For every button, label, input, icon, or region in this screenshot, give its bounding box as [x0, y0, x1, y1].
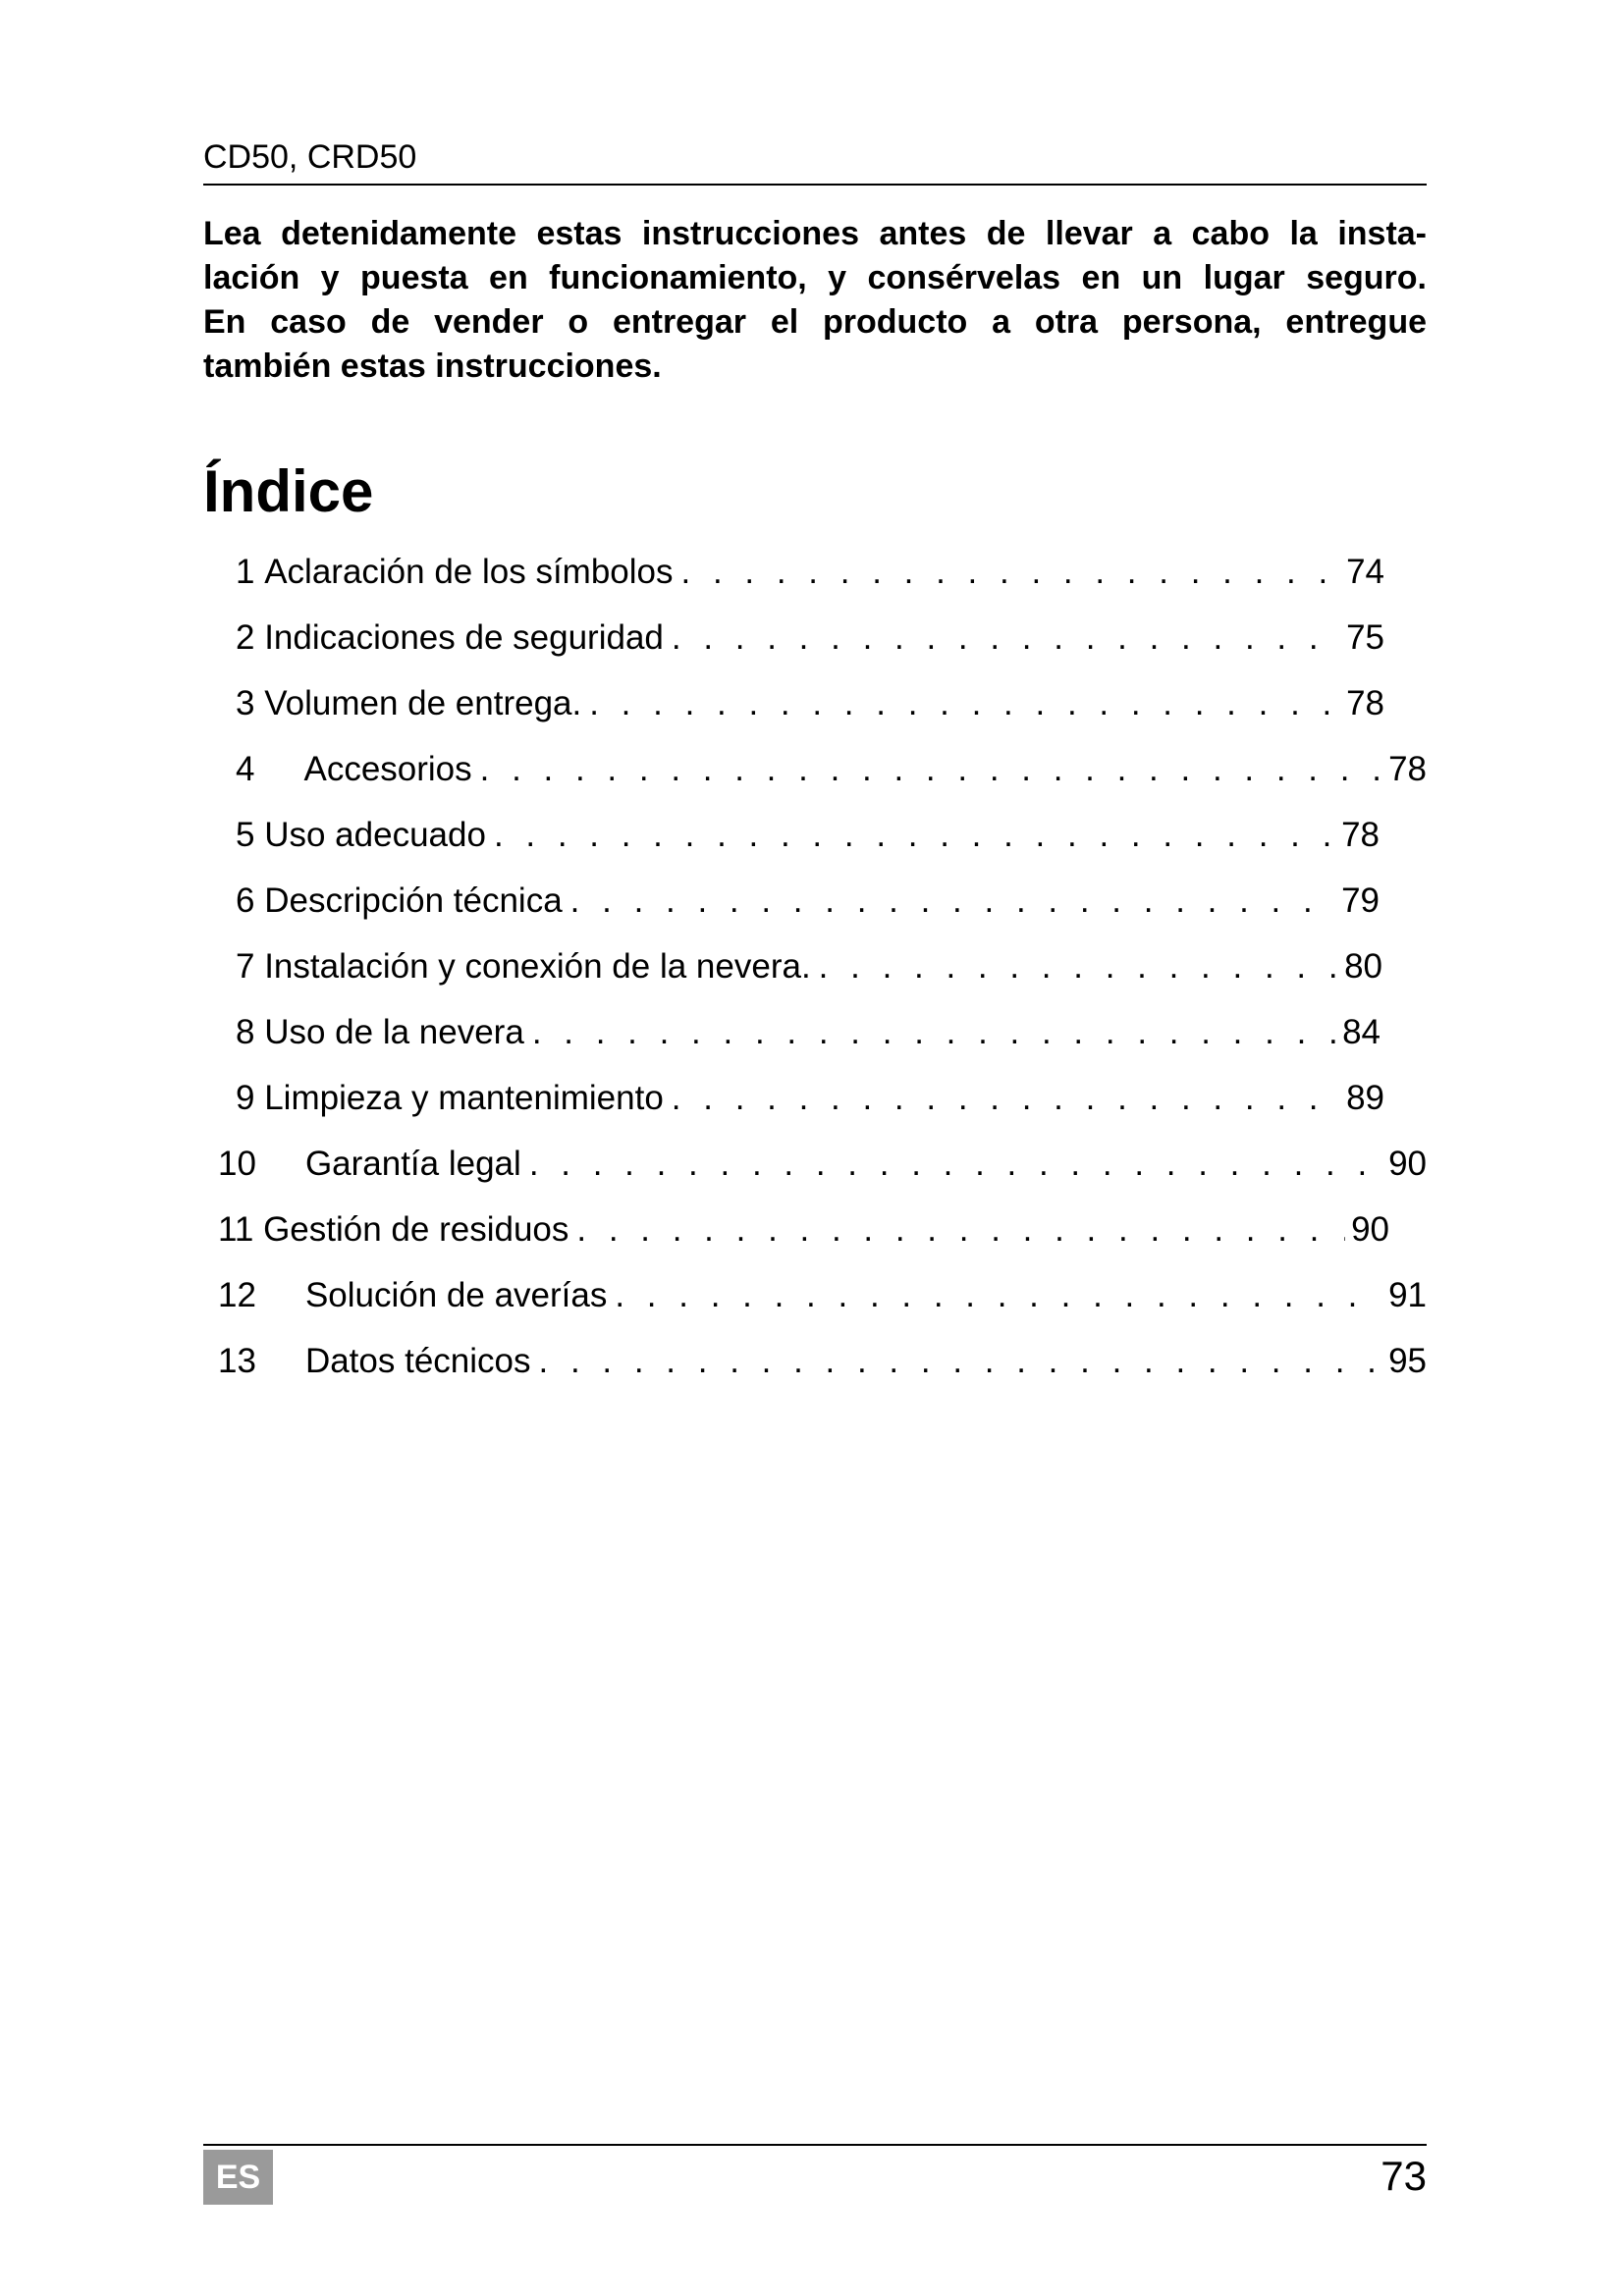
footer-divider — [203, 2144, 1427, 2146]
toc-entry-label: Uso adecuado — [264, 816, 486, 854]
toc-entry-label: Volumen de entrega. — [264, 684, 582, 722]
document-header-model: CD50, CRD50 — [203, 138, 417, 176]
toc-entry-number: 2 — [236, 618, 255, 657]
toc-entry-label: Datos técnicos — [304, 1342, 531, 1380]
toc-entry-number: 4 — [236, 750, 255, 788]
toc-entry-page: 75 — [1346, 618, 1384, 657]
dot-leader — [681, 548, 1341, 597]
toc-entry-page: 74 — [1346, 553, 1384, 591]
toc-entry-5[interactable] — [236, 811, 1380, 860]
toc-entry-8[interactable] — [236, 1008, 1380, 1057]
toc-entry-page: 90 — [1351, 1210, 1389, 1249]
toc-entry-label: Limpieza y mantenimiento — [264, 1079, 664, 1117]
toc-entry-page: 78 — [1346, 684, 1384, 722]
toc-entry-page: 90 — [1388, 1145, 1427, 1183]
toc-entry-label: Descripción técnica — [264, 881, 563, 920]
toc-entry-page: 79 — [1341, 881, 1380, 920]
toc-entry-number: 10 — [218, 1145, 256, 1183]
intro-line: En caso de vender o entregar el producto a otra persona, entregue — [203, 303, 1427, 341]
toc-entry-page: 89 — [1346, 1079, 1384, 1117]
toc-entry-number: 9 — [236, 1079, 255, 1117]
toc-entry-page: 91 — [1388, 1276, 1427, 1314]
toc-entry-10[interactable] — [218, 1140, 1427, 1189]
toc-entry-number: 12 — [218, 1276, 256, 1314]
intro-notice — [203, 212, 1427, 389]
dot-leader — [672, 1074, 1340, 1123]
intro-line: Lea detenidamente estas instrucciones antes de llevar a cabo la insta- — [203, 215, 1427, 252]
header-divider — [203, 184, 1427, 186]
dot-leader — [480, 745, 1382, 794]
toc-entry-6[interactable] — [236, 877, 1380, 926]
toc-entry-page: 78 — [1341, 816, 1380, 854]
dot-leader — [494, 811, 1335, 860]
intro-line: lación y puesta en funcionamiento, y consérvelas en un lugar seguro. — [203, 259, 1427, 296]
toc-entry-label: Uso de la nevera — [264, 1013, 524, 1051]
toc-entry-number: 1 — [236, 553, 255, 591]
toc-entry-2[interactable] — [236, 614, 1384, 663]
toc-entry-label: Indicaciones de seguridad — [264, 618, 664, 657]
toc-entry-number: 11 — [218, 1210, 254, 1249]
toc-entry-page: 95 — [1388, 1342, 1427, 1380]
intro-line: también estas instrucciones. — [203, 347, 662, 385]
dot-leader — [589, 679, 1340, 728]
dot-leader — [539, 1337, 1383, 1386]
toc-entry-page: 78 — [1388, 750, 1427, 788]
toc-entry-7[interactable] — [236, 942, 1382, 991]
dot-leader — [532, 1008, 1336, 1057]
toc-entry-label: Garantía legal — [304, 1145, 521, 1183]
toc-title: Índice — [203, 458, 374, 524]
toc-entry-4[interactable] — [236, 745, 1427, 794]
toc-entry-number: 13 — [218, 1342, 256, 1380]
toc-entry-12[interactable] — [218, 1271, 1427, 1320]
toc-entry-label: Accesorios — [303, 750, 472, 788]
toc-entry-label: Instalación y conexión de la nevera. — [264, 947, 811, 986]
toc-entry-number: 7 — [236, 947, 255, 986]
toc-entry-label: Solución de averías — [304, 1276, 608, 1314]
dot-leader — [672, 614, 1340, 663]
toc-entry-9[interactable] — [236, 1074, 1384, 1123]
dot-leader — [570, 877, 1335, 926]
toc-entry-11[interactable] — [218, 1205, 1389, 1255]
language-badge: ES — [203, 2150, 273, 2205]
page-number: 73 — [1380, 2153, 1427, 2199]
toc-entry-page: 80 — [1344, 947, 1382, 986]
toc-entry-label: Aclaración de los símbolos — [264, 553, 674, 591]
toc-entry-1[interactable] — [236, 548, 1384, 597]
dot-leader — [819, 942, 1338, 991]
toc-entry-number: 6 — [236, 881, 255, 920]
toc-entry-number: 5 — [236, 816, 255, 854]
toc-entry-number: 3 — [236, 684, 255, 722]
toc-entry-13[interactable] — [218, 1337, 1427, 1386]
toc-entry-page: 84 — [1342, 1013, 1380, 1051]
toc-entry-3[interactable] — [236, 679, 1384, 728]
toc-entry-number: 8 — [236, 1013, 255, 1051]
dot-leader — [615, 1271, 1382, 1320]
dot-leader — [529, 1140, 1382, 1189]
dot-leader — [576, 1205, 1345, 1255]
toc-entry-label: Gestión de residuos — [263, 1210, 569, 1249]
